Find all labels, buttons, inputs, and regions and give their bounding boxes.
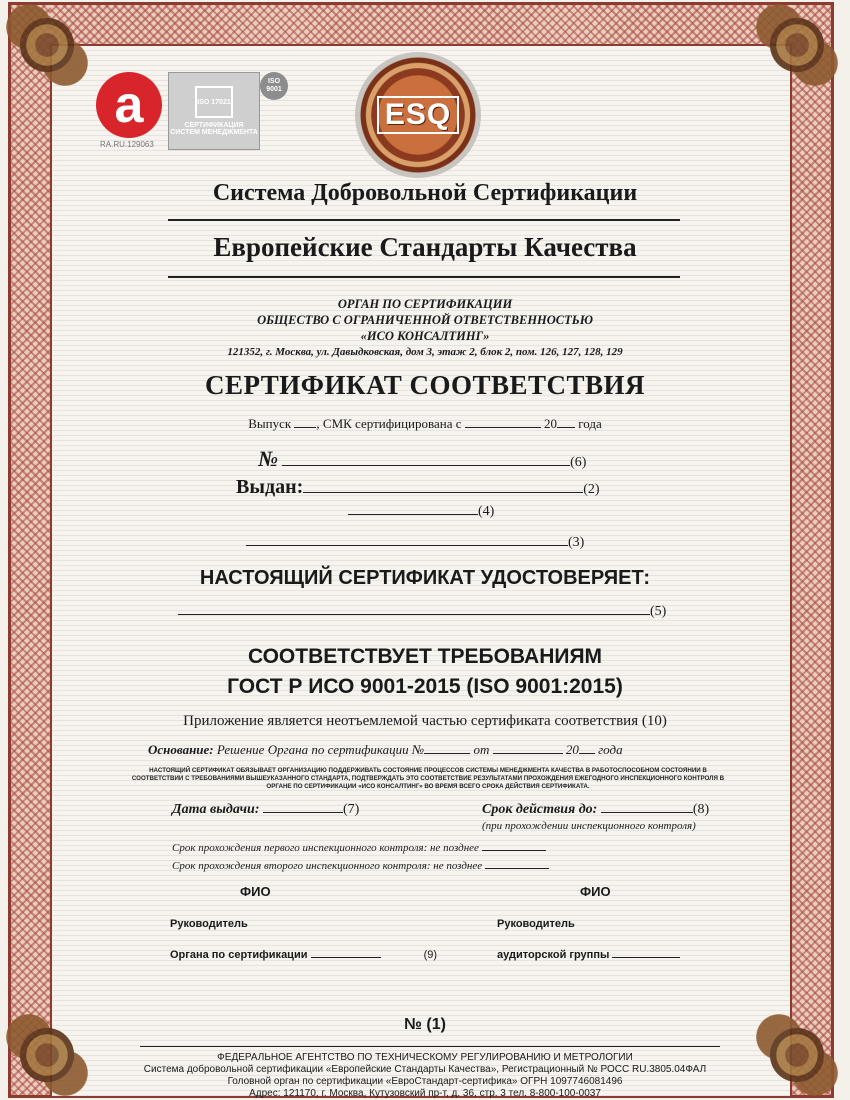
valid-until-row — [482, 800, 709, 818]
field-3-ref: (3) — [568, 535, 585, 550]
number-blank — [282, 453, 570, 466]
issue-date-row — [172, 800, 359, 818]
certification-badge-icon — [168, 72, 260, 150]
footer-line3: Головной орган по сертификации «ЕвроСтандарт-сертифика» ОГРН 1097746081496 — [227, 1076, 623, 1087]
conforms-line2: ГОСТ Р ИСО 9001-2015 (ISO 9001:2015) — [227, 675, 623, 698]
inspection-1: Срок прохождения первого инспекционного контроля: не позднее — [172, 842, 479, 854]
date-label: Дата выдачи: — [172, 802, 260, 817]
footer-number: № (1) — [404, 1016, 446, 1033]
issued-ref: (2) — [583, 482, 600, 497]
basis-from: от — [473, 742, 490, 757]
field-4-blank — [348, 502, 478, 515]
issued-blank — [303, 480, 583, 493]
signature-left-blank — [311, 947, 381, 958]
title-divider — [168, 219, 680, 221]
esq-logo-icon: ESQ — [355, 52, 481, 178]
number-ref: (6) — [570, 455, 587, 470]
inspection-deadlines — [172, 838, 549, 874]
basis-number-blank — [424, 741, 470, 754]
signature-left-row — [170, 947, 437, 961]
issued-label: Выдан: — [236, 476, 304, 498]
inspection-1-blank — [482, 838, 546, 851]
signature-ref-9: (9) — [423, 949, 438, 961]
org-line1: ОРГАН ПО СЕРТИФИКАЦИИ — [337, 297, 513, 311]
valid-blank — [601, 800, 693, 813]
iso-round-badge-icon: ISO 9001 — [260, 72, 288, 100]
issue-line — [0, 415, 850, 432]
appendix-note: Приложение является неотъемлемой частью сертификата соответствия (10) — [183, 713, 667, 729]
basis-date-blank — [493, 741, 563, 754]
footer-line2: Система добровольной сертификации «Европейские Стандарты Качества», Регистрационный № РОСС RU.3805.04ФАЛ — [143, 1064, 707, 1075]
basis-row — [148, 741, 623, 758]
basis-year-blank — [579, 741, 595, 754]
inspection-2: Срок прохождения второго инспекционного контроля: не позднее — [172, 860, 483, 872]
org-line2: ОБЩЕСТВО С ОГРАНИЧЕННОЙ ОТВЕТСТВЕННОСТЬЮ — [257, 313, 593, 327]
certificate-number-row — [258, 446, 586, 472]
signature-right-blank — [612, 947, 680, 958]
field-3-row — [246, 533, 584, 551]
footer-divider — [140, 1046, 720, 1047]
field-3-blank — [246, 533, 568, 546]
accreditation-logo-caption: RA.RU.129063 — [100, 140, 154, 149]
valid-ref: (8) — [692, 802, 710, 817]
valid-label: Срок действия до: — [482, 802, 598, 817]
field-5-blank — [178, 602, 650, 615]
basis-year-suffix: года — [598, 742, 623, 757]
inspection-2-blank — [485, 856, 549, 869]
conforms-line1: СООТВЕТСТВУЕТ ТРЕБОВАНИЯМ — [247, 645, 603, 668]
organization-block — [0, 296, 850, 360]
issue-date-blank — [465, 415, 541, 428]
field-5-ref: (5) — [650, 604, 667, 619]
footer-block — [0, 1052, 850, 1100]
cert-badge-label: СЕРТИФИКАЦИЯ СИСТЕМ МЕНЕДЖМЕНТА — [170, 122, 258, 136]
footer-line4: Адрес: 121170, г. Москва, Кутузовский пр-т, д. 36, стр. 3 тел. 8-800-100-0037 — [249, 1088, 601, 1099]
issue-year-suffix: года — [578, 416, 602, 431]
obligation-fineprint: НАСТОЯЩИЙ СЕРТИФИКАТ ОБЯЗЫВАЕТ ОРГАНИЗАЦИЮ ПОДДЕРЖИВАТЬ СОСТОЯНИЕ ПРОЦЕССОВ СИСТЕМЫ МЕНЕДЖМЕНТА КАЧЕСТВА В РАБОТОСПОСОБНОМ СОСТОЯНИИ В СООТВЕТСТВИИ С ТРЕБОВАНИЯМИ ВЫШЕУКАЗАННОГО СТАНДАРТА, ПОДТВЕРЖДАТЬ ЭТО СООТВЕТСТВИЕ РЕЗУЛЬТАТАМИ ПРОХОЖДЕНИЯ ЕЖЕГОДНОГО ИНСПЕКЦИОННОГО КОНТРОЛЯ В ОРГАНЕ ПО СЕРТИФИКАЦИИ «ИСО КОНСАЛТИНГ» ВО ВРЕМЯ ВСЕГО СРОКА ДЕЙСТВИЯ СЕРТИФИКАТА. — [131, 767, 725, 790]
fio-left: ФИО — [240, 884, 271, 899]
system-title: Система Добровольной Сертификации — [212, 180, 638, 206]
issue-label: Выпуск — [248, 416, 292, 431]
basis-text: Решение Органа по сертификации № — [216, 742, 425, 757]
footer-line1: ФЕДЕРАЛЬНОЕ АГЕНТСТВО ПО ТЕХНИЧЕСКОМУ РЕГУЛИРОВАНИЮ И МЕТРОЛОГИИ — [217, 1052, 633, 1063]
valid-note: (при прохождении инспекционного контроля) — [482, 820, 696, 832]
issued-to-row — [236, 476, 600, 499]
issue-year-blank — [557, 415, 575, 428]
head-left: Руководитель — [170, 918, 248, 930]
conformity-block — [0, 642, 850, 702]
accreditation-logo-icon: a — [96, 72, 162, 138]
title-divider-2 — [168, 276, 680, 278]
issue-year-prefix: 20 — [544, 416, 558, 431]
date-ref: (7) — [342, 802, 360, 817]
certifies-heading: НАСТОЯЩИЙ СЕРТИФИКАТ УДОСТОВЕРЯЕТ: — [199, 567, 651, 589]
body-left: Органа по сертификации — [170, 949, 308, 961]
number-label: № — [258, 446, 279, 471]
field-5-row — [178, 602, 666, 620]
standards-title: Европейские Стандарты Качества — [213, 232, 637, 262]
fio-right: ФИО — [580, 884, 611, 899]
certificate-title: СЕРТИФИКАТ СООТВЕТСТВИЯ — [204, 370, 646, 400]
head-right: Руководитель — [497, 918, 575, 930]
org-line3: «ИСО КОНСАЛТИНГ» — [360, 329, 490, 343]
body-right: аудиторской группы — [497, 949, 610, 961]
date-blank — [263, 800, 343, 813]
corner-ornament-top-left — [2, 0, 92, 90]
issue-mid: , СМК сертифицирована с — [316, 416, 462, 431]
signature-right-row — [497, 947, 680, 961]
org-address: 121352, г. Москва, ул. Давыдковская, дом 3, этаж 2, блок 2, пом. 126, 127, 128, 129 — [227, 346, 623, 358]
basis-year-prefix: 20 — [565, 742, 579, 757]
field-4-ref: (4) — [478, 504, 495, 519]
corner-ornament-top-right — [752, 0, 842, 90]
issue-blank — [294, 415, 316, 428]
basis-label: Основание: — [148, 742, 214, 757]
cert-badge-iso: ISO 17021 — [195, 86, 233, 118]
field-4-row — [348, 502, 494, 520]
